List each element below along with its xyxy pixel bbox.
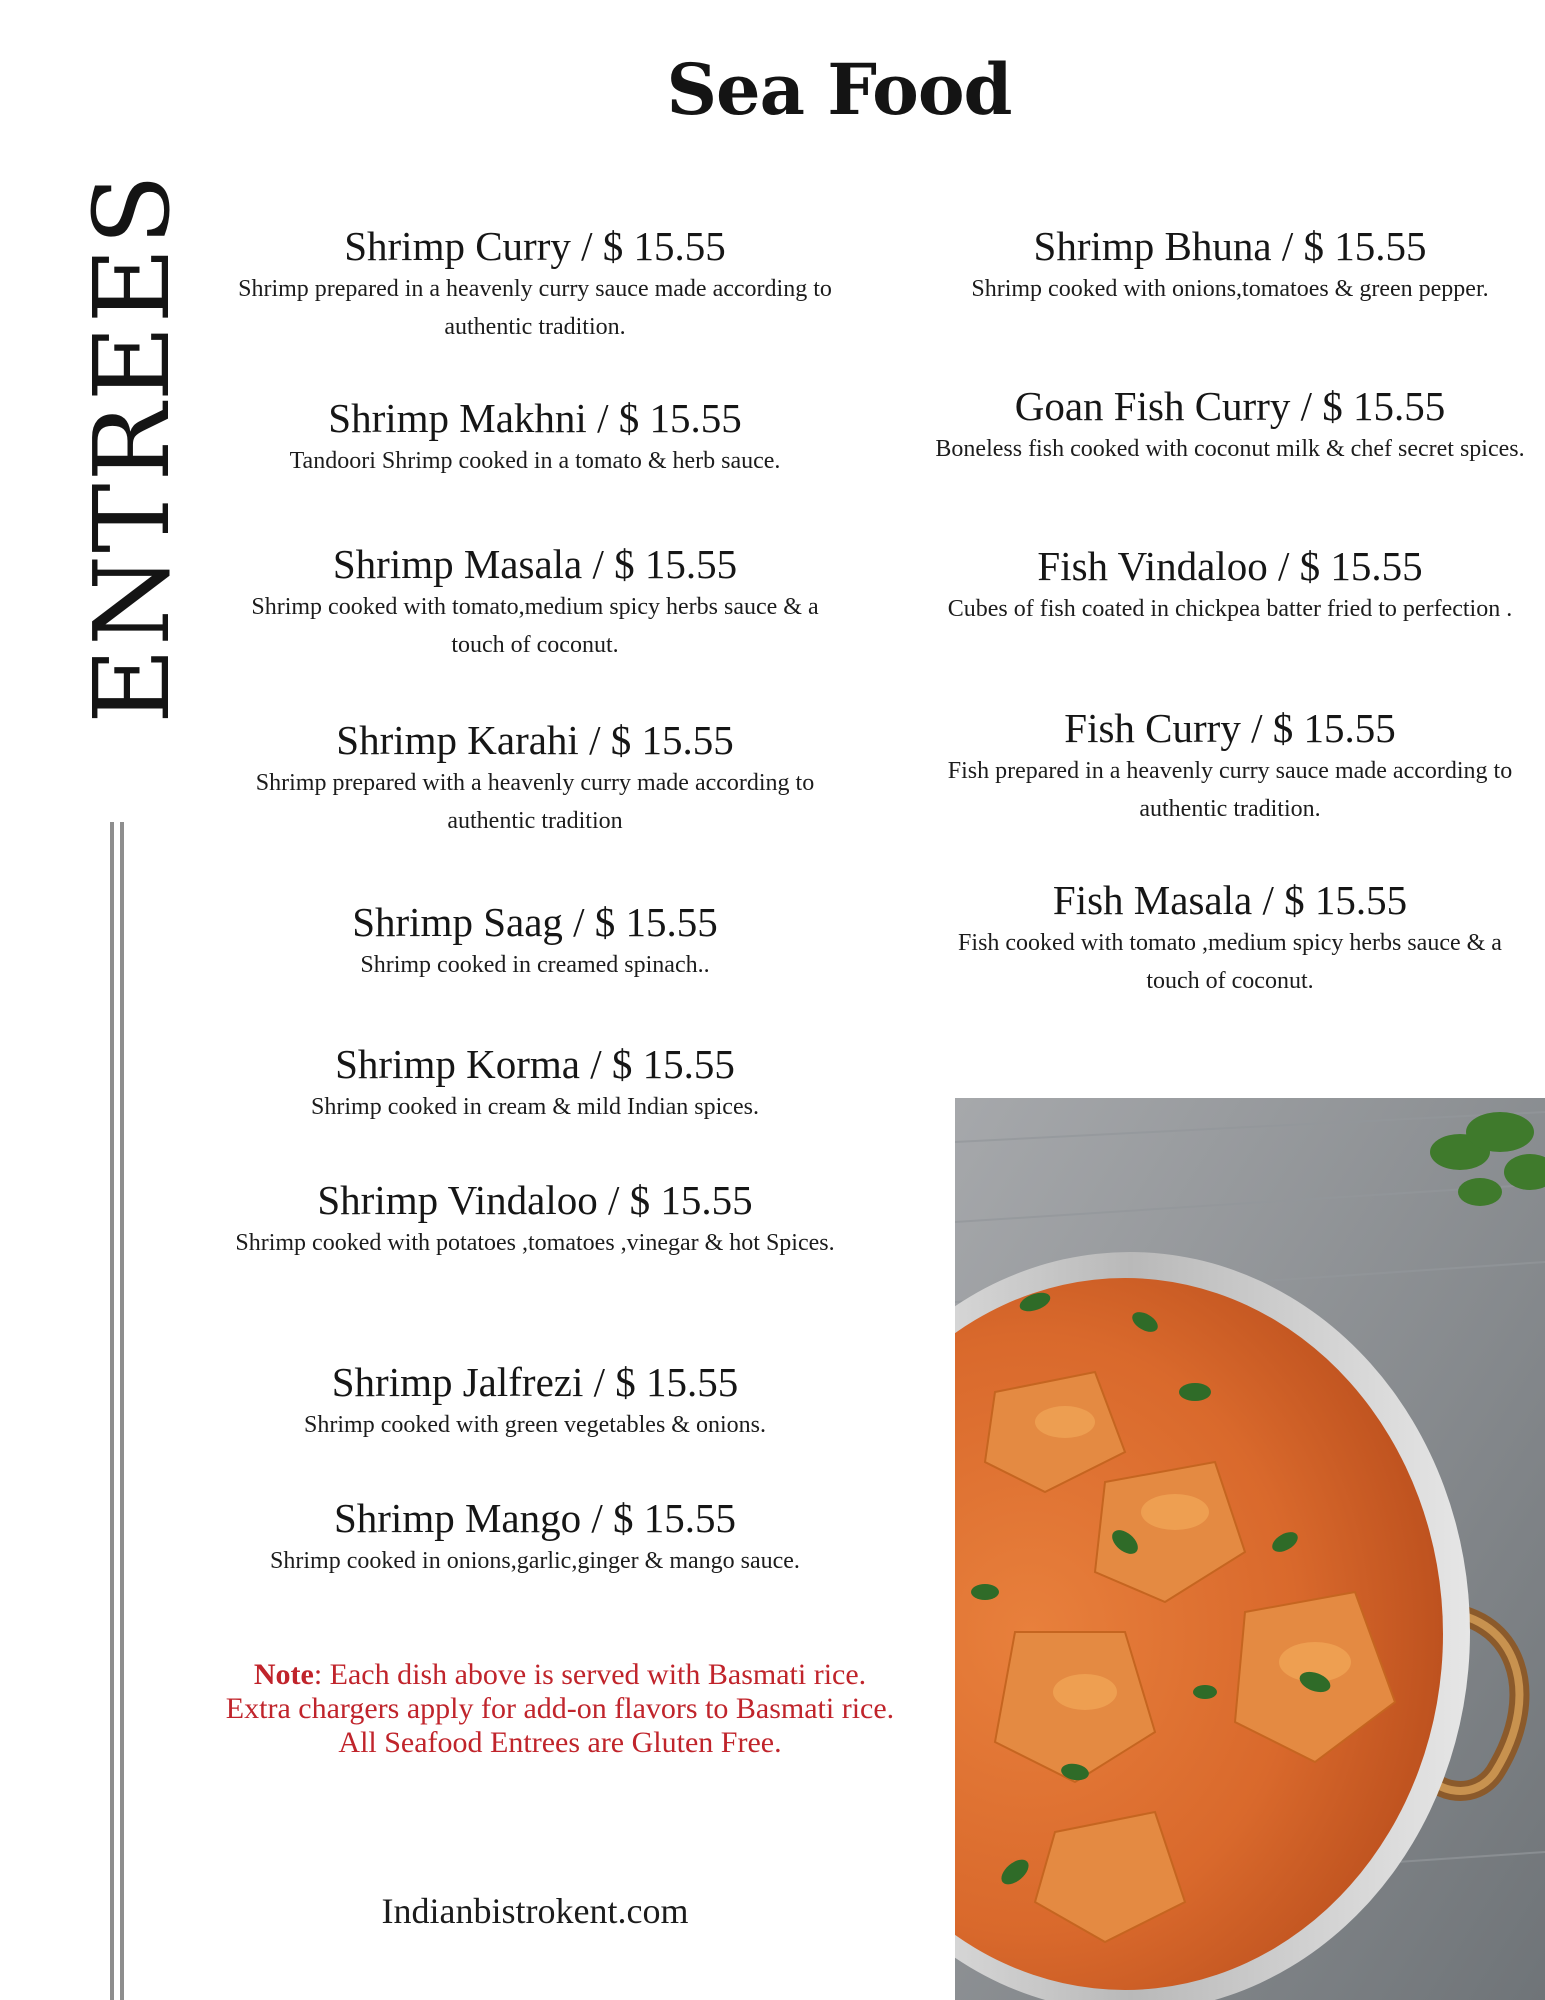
menu-item-name: Shrimp Karahi / $ 15.55 bbox=[336, 717, 734, 763]
menu-item-description: Shrimp cooked in creamed spinach.. bbox=[360, 952, 710, 978]
note-line: All Seafood Entrees are Gluten Free. bbox=[338, 1726, 782, 1759]
menu-item-description: Shrimp prepared with a heavenly curry made according to authentic tradition bbox=[255, 770, 815, 834]
menu-item bbox=[230, 222, 840, 346]
menu-item bbox=[230, 716, 840, 840]
menu-item-description: Fish prepared in a heavenly curry sauce made according to authentic tradition. bbox=[947, 758, 1513, 822]
menu-item-name: Shrimp Curry / $ 15.55 bbox=[344, 223, 726, 269]
note-line: Extra chargers apply for add-on flavors to Basmati rice. bbox=[225, 1692, 895, 1725]
curry-bowl-image bbox=[955, 1072, 1545, 2000]
menu-item bbox=[230, 898, 840, 984]
menu-item-name: Shrimp Masala / $ 15.55 bbox=[332, 541, 738, 587]
menu-item bbox=[930, 542, 1530, 628]
menu-item-description: Shrimp prepared in a heavenly curry sauce made according to authentic tradition. bbox=[238, 276, 832, 340]
menu-item-description: Boneless fish cooked with coconut milk & chef secret spices. bbox=[935, 436, 1525, 462]
menu-item-description: Shrimp cooked with tomato,medium spicy herbs sauce & a touch of coconut. bbox=[251, 594, 819, 658]
curry-photo bbox=[955, 1072, 1545, 2000]
vertical-divider bbox=[110, 822, 114, 2000]
menu-item bbox=[930, 876, 1530, 1000]
note-label: Note bbox=[253, 1658, 314, 1691]
menu-item-description: Fish cooked with tomato ,medium spicy herbs sauce & a touch of coconut. bbox=[958, 930, 1502, 994]
menu-item-description: Shrimp cooked with onions,tomatoes & green pepper. bbox=[971, 276, 1489, 302]
menu-item bbox=[930, 382, 1530, 468]
menu-item bbox=[230, 394, 840, 480]
menu-item bbox=[230, 1494, 840, 1580]
menu-item-name: Shrimp Saag / $ 15.55 bbox=[352, 899, 718, 945]
menu-item-description: Shrimp cooked with green vegetables & onions. bbox=[304, 1412, 766, 1438]
menu-item-name: Shrimp Jalfrezi / $ 15.55 bbox=[331, 1359, 739, 1405]
menu-item bbox=[930, 222, 1530, 308]
note-block bbox=[190, 1658, 930, 1760]
page-title: Sea Food bbox=[666, 48, 1012, 131]
menu-item bbox=[230, 540, 840, 664]
menu-item bbox=[230, 1358, 840, 1444]
menu-item-description: Tandoori Shrimp cooked in a tomato & herb sauce. bbox=[289, 448, 781, 474]
menu-item-name: Fish Vindaloo / $ 15.55 bbox=[1037, 543, 1423, 589]
menu-item bbox=[230, 1176, 840, 1262]
menu-item bbox=[930, 704, 1530, 828]
note-line: : Each dish above is served with Basmati rice. bbox=[313, 1658, 867, 1691]
menu-item-name: Fish Curry / $ 15.55 bbox=[1064, 705, 1396, 751]
section-title-entrees: ENTREES bbox=[71, 172, 193, 724]
menu-item-name: Goan Fish Curry / $ 15.55 bbox=[1014, 383, 1446, 429]
menu-item-name: Fish Masala / $ 15.55 bbox=[1052, 877, 1408, 923]
menu-item-name: Shrimp Korma / $ 15.55 bbox=[335, 1041, 735, 1087]
menu-item-name: Shrimp Bhuna / $ 15.55 bbox=[1033, 223, 1427, 269]
menu-item-description: Shrimp cooked with potatoes ,tomatoes ,vinegar & hot Spices. bbox=[235, 1230, 835, 1256]
menu-item-description: Shrimp cooked in cream & mild Indian spices. bbox=[311, 1094, 759, 1120]
vertical-divider bbox=[120, 822, 124, 2000]
menu-item bbox=[230, 1040, 840, 1126]
website-url: Indianbistrokent.com bbox=[381, 1891, 689, 1931]
menu-item-name: Shrimp Vindaloo / $ 15.55 bbox=[317, 1177, 753, 1223]
menu-item-name: Shrimp Mango / $ 15.55 bbox=[333, 1495, 737, 1541]
menu-item-description: Shrimp cooked in onions,garlic,ginger & mango sauce. bbox=[270, 1548, 800, 1574]
menu-item-name: Shrimp Makhni / $ 15.55 bbox=[328, 395, 742, 441]
menu-item-description: Cubes of fish coated in chickpea batter fried to perfection . bbox=[947, 596, 1513, 622]
